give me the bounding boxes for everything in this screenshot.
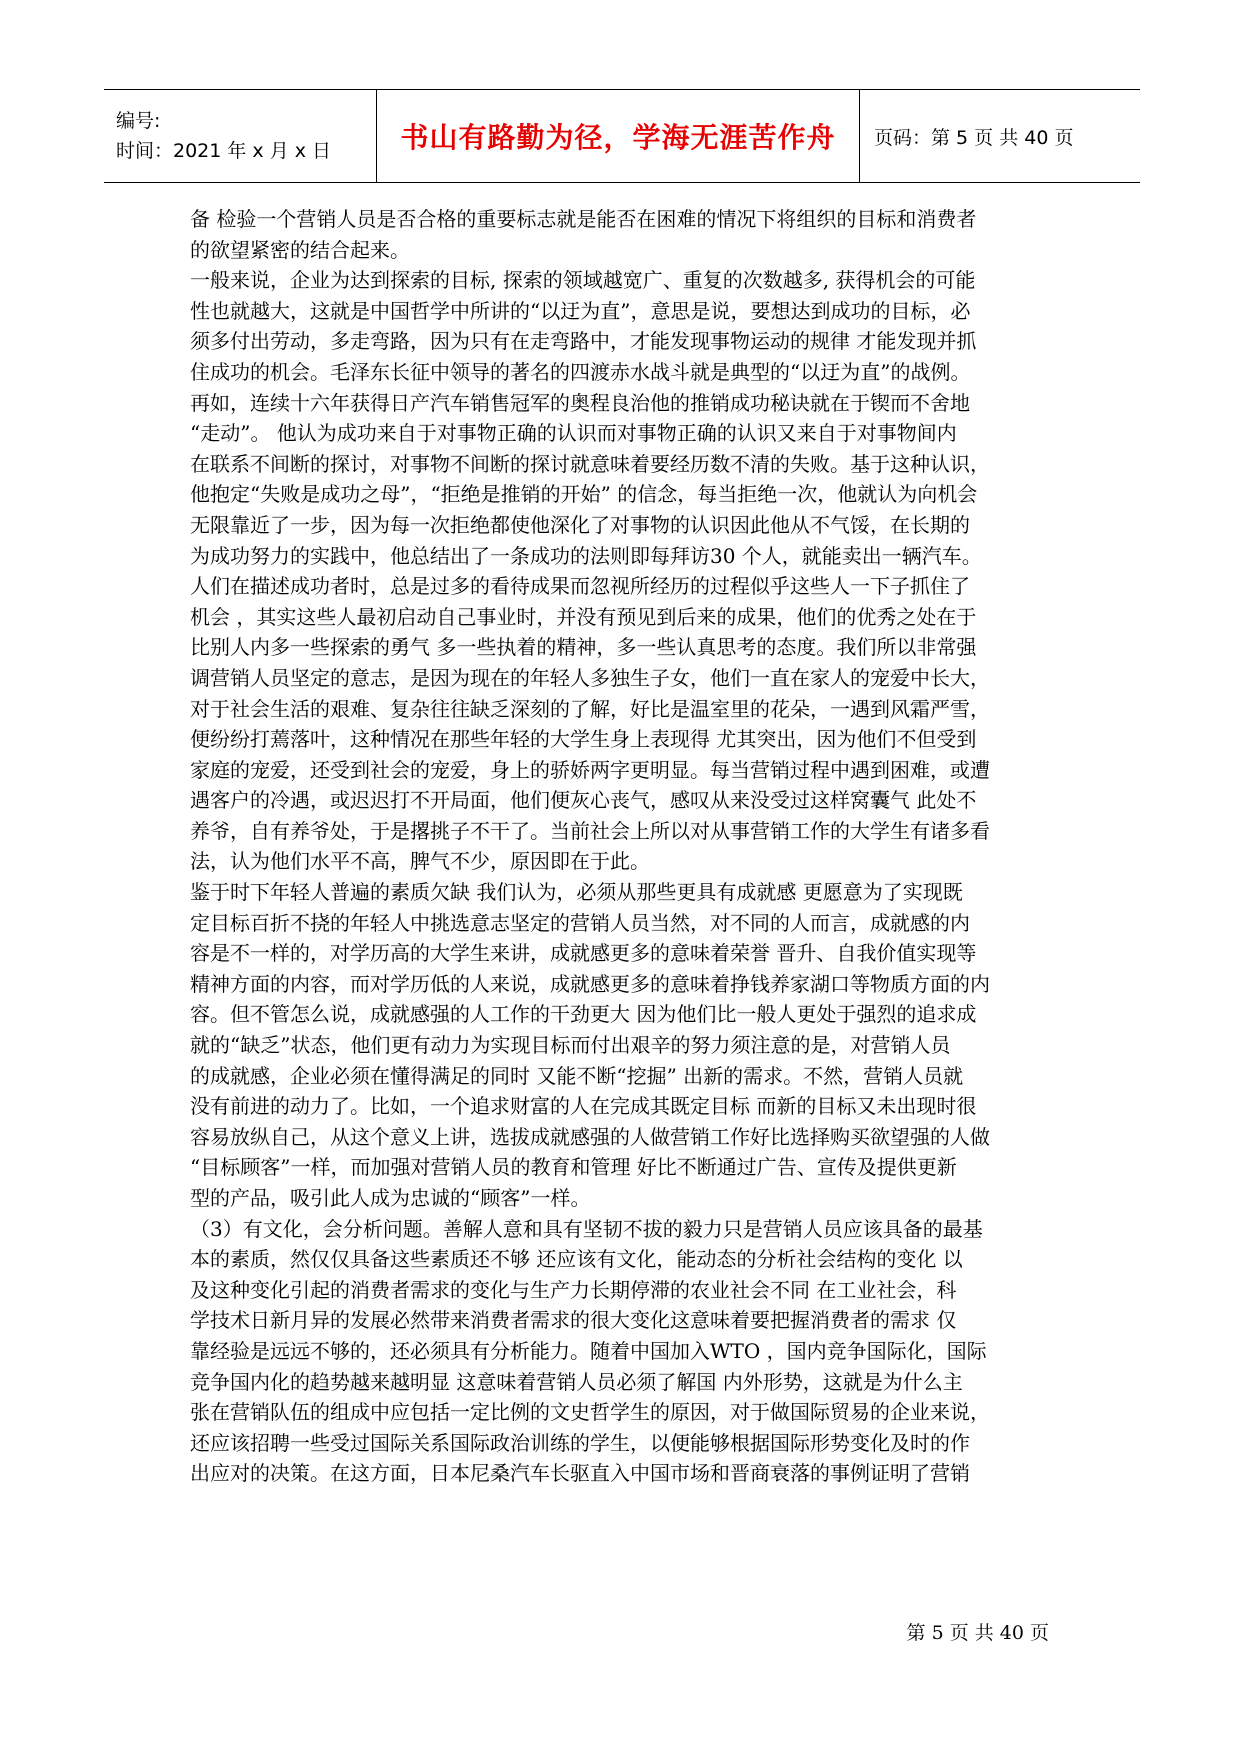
- document-time-label: 时间：2021 年 x 月 x 日: [116, 140, 332, 162]
- text-line: 无限靠近了一步，因为每一次拒绝都使他深化了对事物的认识因此他从不气馁，在长期的: [190, 512, 970, 537]
- text-line: 养爷，自有养爷处，于是撂挑子不干了。当前社会上所以对从事营销工作的大学生有诸多看: [190, 818, 990, 843]
- text-line: 就的“缺乏”状态，他们更有动力为实现目标而付出艰辛的努力须注意的是，对营销人员: [190, 1033, 951, 1058]
- text-line: （3）有文化，会分析问题。善解人意和具有坚韧不拔的毅力只是营销人员应该具备的最基: [190, 1216, 983, 1241]
- text-line: 他抱定“失败是成功之母”，“拒绝是推销的开始” 的信念，每当拒绝一次，他就认为向机会: [190, 482, 978, 507]
- text-line: 比别人内多一些探索的勇气 多一些执着的精神，多一些认真思考的态度。我们所以非常强: [190, 635, 977, 660]
- text-line: 性也就越大，这就是中国哲学中所讲的“以迂为直”，意思是说，要想达到成功的目标，必: [190, 298, 971, 323]
- text-line: “走动”。 他认为成功来自于对事物正确的认识而对事物正确的认识又来自于对事物间内: [190, 421, 957, 446]
- text-line: 张在营销队伍的组成中应包括一定比例的文史哲学生的原因，对于做国际贸易的企业来说，: [190, 1400, 990, 1425]
- text-line: 家庭的宠爱，还受到社会的宠爱，身上的骄娇两字更明显。每当营销过程中遇到困难，或遭: [190, 757, 990, 782]
- text-line: 备 检验一个营销人员是否合格的重要标志就是能否在困难的情况下将组织的目标和消费者: [190, 207, 977, 231]
- text-line: 出应对的决策。在这方面，日本尼桑汽车长驱直入中国市场和晋商衰落的事例证明了营销: [190, 1461, 970, 1486]
- text-line: 遇客户的冷遇，或迟迟打不开局面，他们便灰心丧气，感叹从来没受过这样窝囊气 此处不: [190, 788, 977, 813]
- text-line: 定目标百折不挠的年轻人中挑选意志坚定的营销人员当然，对不同的人而言，成就感的内: [190, 910, 970, 935]
- text-line: “目标顾客”一样，而加强对营销人员的教育和管理 好比不断通过广告、宣传及提供更新: [190, 1155, 957, 1180]
- text-line: 靠经验是远远不够的，还必须具有分析能力。随着中国加入WTO ，国内竞争国际化，国际: [190, 1338, 987, 1363]
- text-line: 的欲望紧密的结合起来。: [190, 237, 410, 262]
- text-line: 型的产品，吸引此人成为忠诚的“顾客”一样。: [190, 1186, 591, 1210]
- header-motto: 书山有路勤为径，学海无涯苦作舟: [377, 90, 860, 182]
- text-line: 没有前进的动力了。比如，一个追求财富的人在完成其既定目标 而新的目标又未出现时很: [190, 1094, 977, 1119]
- text-line: 便纷纷打蔫落叶，这种情况在那些年轻的大学生身上表现得 尤其突出，因为他们不但受到: [190, 727, 977, 752]
- text-line: 精神方面的内容，而对学历低的人来说，成就感更多的意味着挣钱养家湖口等物质方面的内: [190, 971, 990, 996]
- text-line: 法，认为他们水平不高，脾气不少，原因即在于此。: [190, 849, 650, 874]
- text-line: 为成功努力的实践中，他总结出了一条成功的法则即每拜访30 个人，就能卖出一辆汽车。: [190, 543, 982, 568]
- text-line: 调营销人员坚定的意志，是因为现在的年轻人多独生子女，他们一直在家人的宠爱中长大，: [190, 665, 990, 690]
- text-line: 再如，连续十六年获得日产汽车销售冠军的奥程良治他的推销成功秘诀就在于锲而不舍地: [190, 390, 970, 415]
- text-line: 机会 ，其实这些人最初启动自己事业时，并没有预见到后来的成果，他们的优秀之处在于: [190, 604, 977, 629]
- header-page-info: 页码：第 5 页 共 40 页: [874, 126, 1074, 149]
- text-line: 及这种变化引起的消费者需求的变化与生产力长期停滞的农业社会不同 在工业社会，科: [190, 1277, 957, 1302]
- document-number-label: 编号:: [116, 110, 161, 132]
- text-line: 还应该招聘一些受过国际关系国际政治训练的学生，以便能够根据国际形势变化及时的作: [190, 1430, 970, 1455]
- text-line: 鉴于时下年轻人普遍的素质欠缺 我们认为，必须从那些更具有成就感 更愿意为了实现既: [190, 880, 963, 905]
- text-line: 的成就感，企业必须在懂得满足的同时 又能不断“挖掘” 出新的需求。不然，营销人员就: [190, 1063, 964, 1088]
- text-line: 容是不一样的，对学历高的大学生来讲，成就感更多的意味着荣誉 晋升、自我价值实现等: [190, 941, 977, 966]
- document-body: [190, 204, 1096, 1489]
- text-line: 本的素质，然仅仅具备这些素质还不够 还应该有文化，能动态的分析社会结构的变化 以: [190, 1247, 963, 1272]
- text-line: 竞争国内化的趋势越来越明显 这意味着营销人员必须了解国 内外形势，这就是为什么主: [190, 1369, 963, 1394]
- text-line: 容。但不管怎么说，成就感强的人工作的干劲更大 因为他们比一般人更处于强烈的追求成: [190, 1002, 977, 1027]
- page-footer: 第 5 页 共 40 页: [906, 1622, 1049, 1644]
- text-line: 容易放纵自己，从这个意义上讲，选拔成就感强的人做营销工作好比选择购买欲望强的人做: [190, 1124, 990, 1149]
- text-line: 在联系不间断的探讨，对事物不间断的探讨就意味着要经历数不清的失败。基于这种认识，: [190, 451, 990, 476]
- text-line: 学技术日新月异的发展必然带来消费者需求的很大变化这意味着要把握消费者的需求 仅: [190, 1308, 957, 1333]
- text-line: 人们在描述成功者时，总是过多的看待成果而忽视所经历的过程似乎这些人一下子抓住了: [190, 574, 970, 599]
- text-line: 对于社会生活的艰难、复杂往往缺乏深刻的了解，好比是温室里的花朵，一遇到风霜严雪，: [190, 696, 990, 721]
- text-line: 一般来说，企业为达到探索的目标, 探索的领域越宽广、重复的次数越多, 获得机会的可能: [190, 268, 976, 293]
- text-line: 住成功的机会。毛泽东长征中领导的著名的四渡赤水战斗就是典型的“以迂为直”的战例。: [190, 359, 971, 384]
- text-line: 须多付出劳动，多走弯路，因为只有在走弯路中，才能发现事物运动的规律 才能发现并抓: [190, 329, 977, 354]
- header-left-cell: [104, 90, 377, 182]
- page-header: [104, 89, 1140, 183]
